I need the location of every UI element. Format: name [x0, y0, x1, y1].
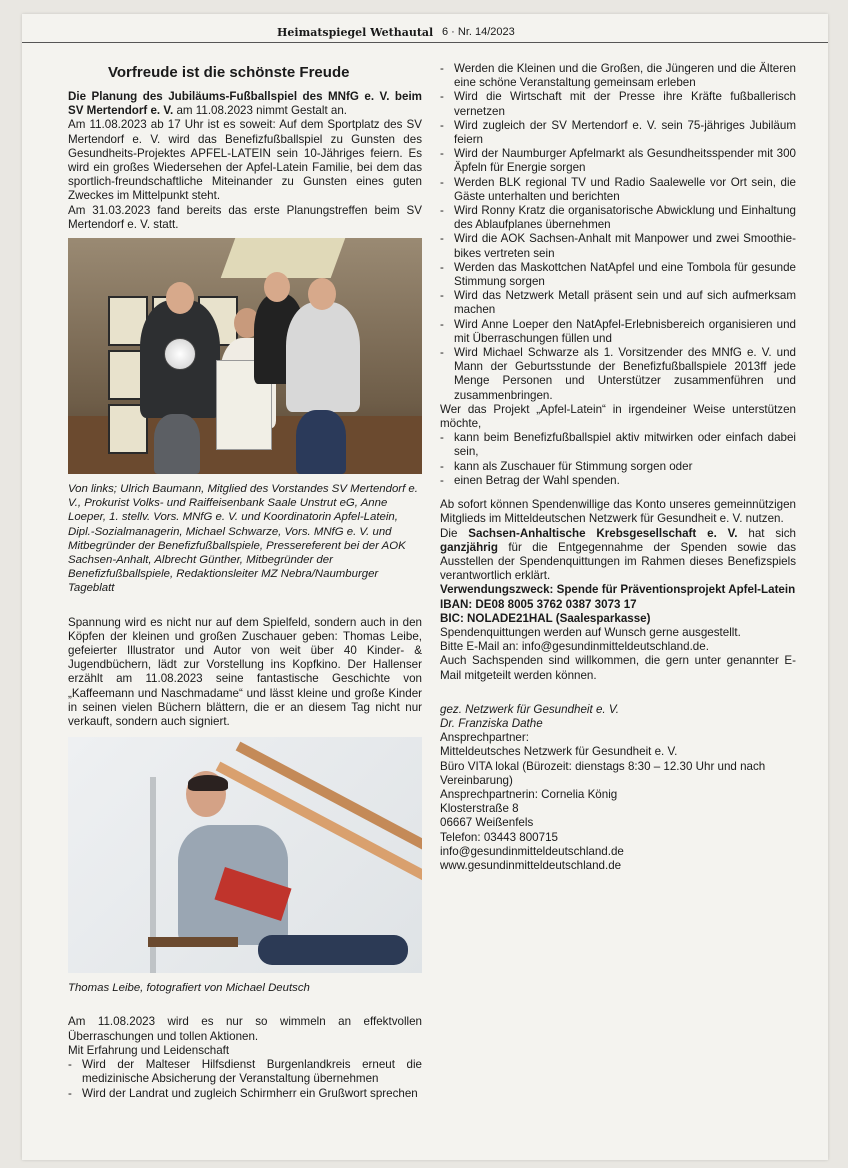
society-mid: hat sich — [737, 526, 796, 540]
list-item: - Wird der Malteser Hilfsdienst Burgenlandkreis erneut die medizinische Absicherung der Veranstaltung übernehmen — [68, 1058, 422, 1086]
receipt-paragraph: Spendenquittungen werden auf Wunsch gerne ausgestellt. — [440, 625, 741, 639]
paragraph-2: Am 31.03.2023 fand bereits das erste Planungstreffen beim SV Mertendorf e. V. statt. — [68, 203, 422, 231]
bic-line: BIC: NOLADE21HAL (Saalesparkasse) — [440, 611, 651, 625]
issue-number: 6 · Nr. 14/2023 — [442, 26, 515, 38]
lead-bold: Die Planung des Jubiläums-Fußballspiel des MNfG e. V. beim SV Mertendorf e. V. — [68, 90, 422, 118]
list-item: - Werden BLK regional TV und Radio Saalewelle vor Ort sein, die Gäste unterhalten und berichten — [440, 176, 796, 204]
list-item: - einen Betrag der Wahl spenden. — [440, 474, 796, 488]
paragraph-5: Mit Erfahrung und Leidenschaft — [68, 1043, 230, 1057]
contact-line: 06667 Weißenfels — [440, 816, 534, 830]
publication-title: Heimatspiegel Wethautal — [277, 26, 434, 39]
society-paragraph — [440, 527, 796, 584]
list-item: - Wird das Netzwerk Metall präsent sein und auf sich aufmerksam machen — [440, 289, 796, 317]
donation-paragraph: Ab sofort können Spendenwillige das Konto unseres gemeinnützigen Mitglieds im Mitteldeutschen Netzwerk für Gesundheit e. V. nutzen. — [440, 498, 796, 526]
left-column — [68, 58, 422, 1101]
list-item: - Wird die Wirtschaft mit der Presse ihre Kräfte fußballerisch vernetzen — [440, 90, 796, 118]
iban-line: IBAN: DE08 8005 3762 0387 3073 17 — [440, 597, 637, 611]
inkind-paragraph: Auch Sachspenden sind willkommen, die gern unter genannter E-Mail mitgeteilt werden können. — [440, 654, 796, 682]
paragraph-1: Am 11.08.2023 ab 17 Uhr ist es soweit: Auf dem Sportplatz des SV Mertendorf e. V. wird das Benefizfußballspiel zu Gunsten des Gesundheits-Projektes APFEL-LATEIN sein 10-Jähriges feiern. Es wird ein großes Wiedersehen der Apfel-Latein Familie, bei dem das sportlich-freundschaftliche Miteinander zu Gunsten eines guten Zweckes im Mittelpunkt steht. — [68, 118, 422, 203]
contact-line: Klosterstraße 8 — [440, 802, 519, 816]
list-item: - Wird der Naumburger Apfelmarkt als Gesundheitsspender mit 300 Äpfeln für Energie sorgen — [440, 147, 796, 175]
list-item: - Wird der Landrat und zugleich Schirmherr ein Grußwort sprechen — [68, 1087, 422, 1101]
list-item: - kann beim Benefizfußballspiel aktiv mitwirken oder einfach dabei sein, — [440, 431, 796, 459]
email-paragraph: Bitte E-Mail an: info@gesundinmitteldeutschland.de. — [440, 640, 709, 654]
list-item: - Werden die Kleinen und die Großen, die Jüngeren und die Älteren eine schöne Veranstaltung gemeinsam erleben — [440, 62, 796, 90]
list-item: - Werden das Maskottchen NatApfel und eine Tombola für gesunde Stimmung sorgen — [440, 261, 796, 289]
society-name: Sachsen-Anhaltische Krebsgesellschaft e. V. — [468, 526, 738, 540]
lead-rest: am 11.08.2023 nimmt Gestalt an. — [173, 104, 348, 118]
photo-caption-1: Von links; Ulrich Baumann, Mitglied des Vorstandes SV Mertendorf e. V., Prokurist Volks- und Raiffeisenbank Saale Unstrut eG, Anne Loeper, 1. stellv. Vors. MNfG e. V. und Koordinatorin Apfel-Latein, Dipl.-Sozialmanagerin, Michael Schwarze, Vors. MNfG e. V. und Mitbegründer der Benefizfußballspiele, Pressereferent bei der AOK Sachsen-Anhalt, Albrecht Günther, Mitbegründer der Benefizfußballspiele, Redaktionsleiter MZ Nebra/Naumburger Tageblatt — [68, 483, 418, 595]
contact-block — [440, 731, 796, 873]
photo-caption-2: Thomas Leibe, fotografiert von Michael Deutsch — [68, 982, 310, 995]
signature-name: Dr. Franziska Dathe — [440, 716, 543, 730]
society-pre: Die — [440, 526, 469, 540]
right-list-1 — [440, 62, 796, 403]
society-post: für die Entgegennahme der Spenden sowie das Ausstellen der Spendenquittungen im Rahmen dieses Benefizspiels verantwortlich erklärt. — [440, 540, 796, 583]
purpose-line: Verwendungszweck: Spende für Präventionsprojekt Apfel-Latein — [440, 583, 796, 597]
left-list — [68, 1058, 422, 1101]
author-photo — [68, 737, 422, 973]
list-item: - Wird zugleich der SV Mertendorf e. V. sein 75-jähriges Jubiläum feiern — [440, 119, 796, 147]
contact-line: Mitteldeutsches Netzwerk für Gesundheit e. V. — [440, 745, 678, 759]
contact-email[interactable]: info@gesundinmitteldeutschland.de — [440, 844, 624, 858]
newspaper-page — [22, 14, 828, 1160]
signature-org: gez. Netzwerk für Gesundheit e. V. — [440, 702, 619, 716]
list-item: - Wird die AOK Sachsen-Anhalt mit Manpower und zwei Smoothie-bikes vertreten sein — [440, 232, 796, 260]
article-headline: Vorfreude ist die schönste Freude — [108, 64, 350, 81]
contact-website[interactable]: www.gesundinmitteldeutschland.de — [440, 858, 622, 872]
list-item: - Wird Ronny Kratz die organisatorische Abwicklung und Einhaltung des Ablaufplanes übernehmen — [440, 204, 796, 232]
contact-line: Büro VITA lokal (Bürozeit: dienstags 8:30 – 12.30 Uhr und nach Vereinbarung) — [440, 759, 766, 787]
support-paragraph: Wer das Projekt „Apfel-Latein“ in irgendeiner Weise unterstützen möchte, — [440, 402, 796, 431]
page-header — [22, 22, 828, 43]
right-column — [440, 62, 796, 873]
contact-line: Ansprechpartnerin: Cornelia König — [440, 787, 618, 801]
paragraph-3: Spannung wird es nicht nur auf dem Spielfeld, sondern auch in den Köpfen der kleinen und großen Zuschauer geben: Thomas Leibe, gefeierter Illustrator und Autor von weit über 40 Kinder- & Jugendbüchern, lädt zur Vorstellung ins Kopfkino. Der Hallenser erzählt am 11.08.2023 seine fantastische Geschichte von „Kaffeemann und Naschmadame“ und lässt kleine und große Kinder in seinen vielen Büchern blättern, die er an diesem Tag nicht nur verkauft, sondern auch signiert. — [68, 615, 422, 729]
lead-paragraph — [68, 90, 422, 118]
group-photo — [68, 238, 422, 474]
right-list-2 — [440, 431, 796, 488]
list-item: - Wird Michael Schwarze als 1. Vorsitzender des MNfG e. V. und Mann der Geburtsstunde der Benefizfußballspiele 2013ff jede Menge Personen und Unterstützer zusammenführen und zusammenbringen. — [440, 346, 796, 403]
list-item: - kann als Zuschauer für Stimmung sorgen oder — [440, 460, 796, 474]
contact-line: Telefon: 03443 800715 — [440, 830, 558, 844]
list-item: - Wird Anne Loeper den NatApfel-Erlebnisbereich organisieren und mit Überraschungen füllen und — [440, 318, 796, 346]
society-yearround: ganzjährig — [440, 540, 498, 554]
paragraph-4: Am 11.08.2023 wird es nur so wimmeln an effektvollen Überraschungen und tollen Aktionen. — [68, 1015, 422, 1043]
contact-line: Ansprechpartner: — [440, 731, 529, 745]
